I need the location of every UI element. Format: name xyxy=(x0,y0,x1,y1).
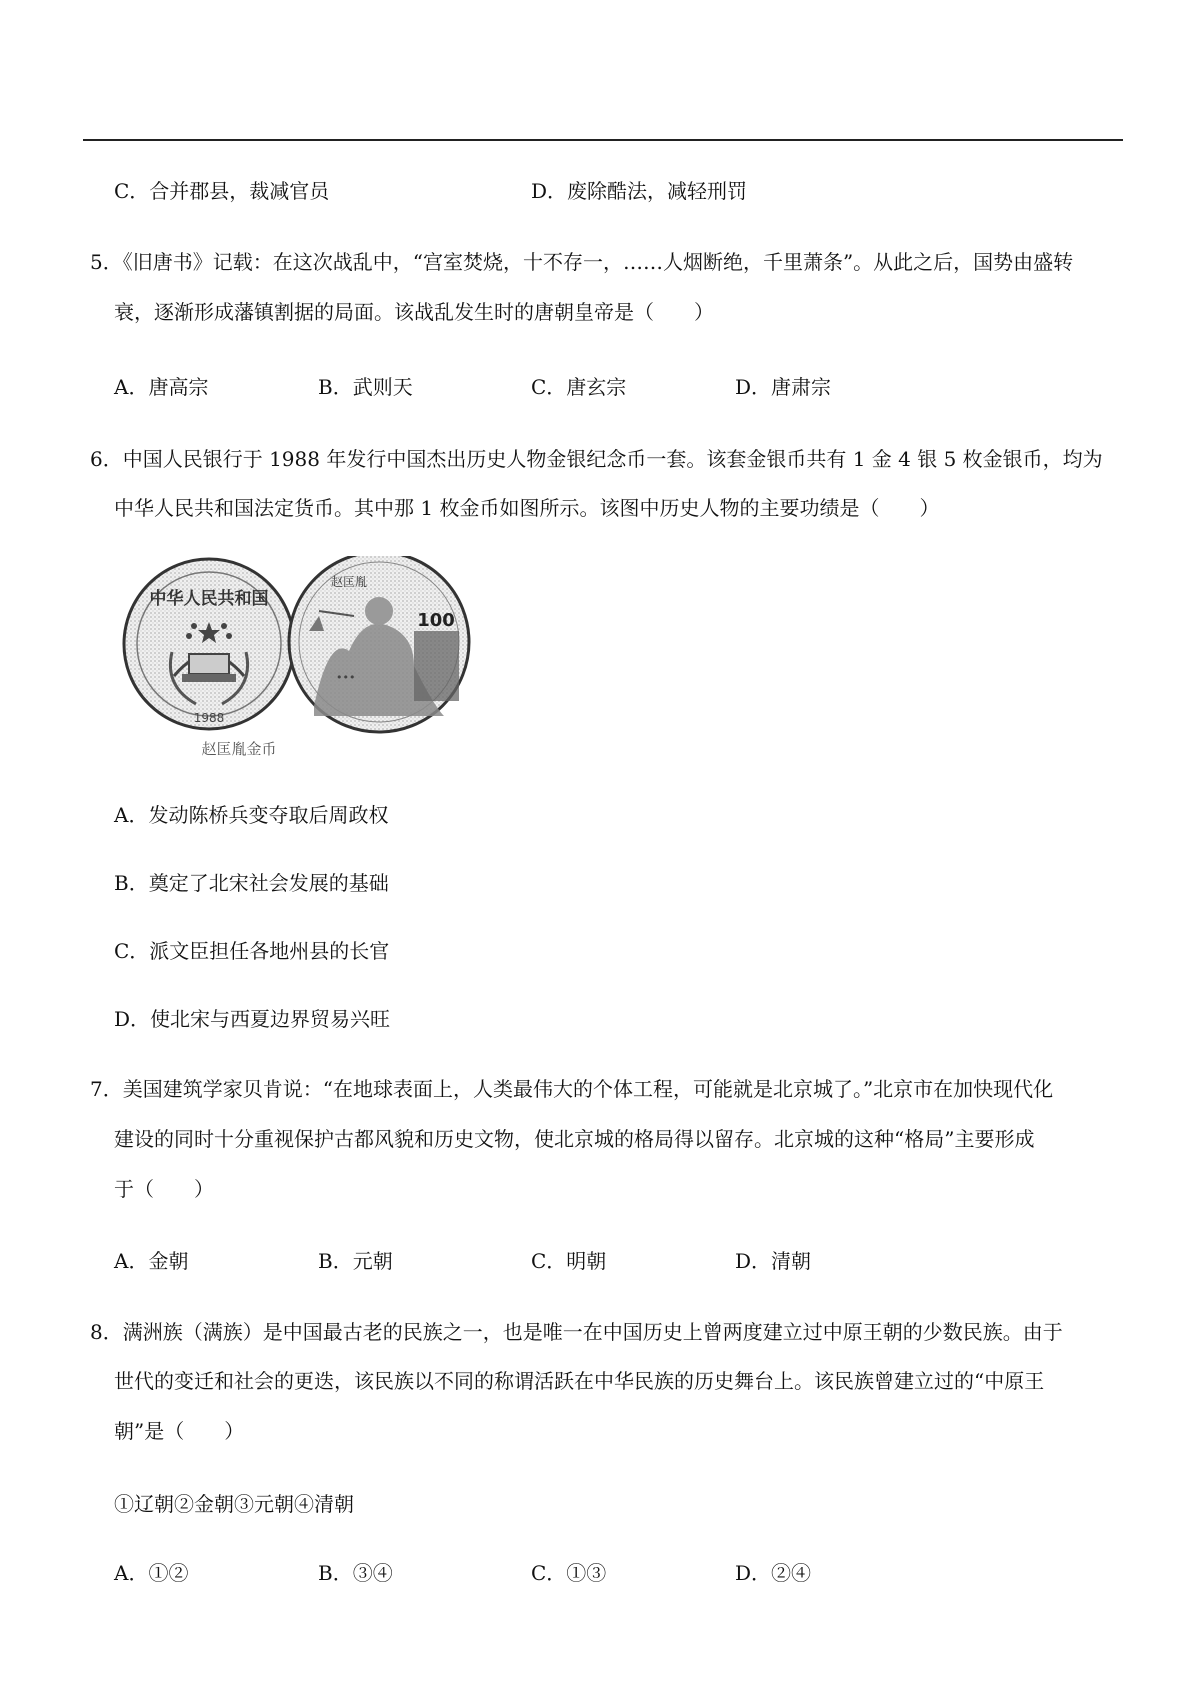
q8-stem-line-2: 世代的变迁和社会的更迭，该民族以不同的称谓活跃在中华民族的历史舞台上。该民族曾建立过的“中原王 xyxy=(114,1369,1045,1393)
q8-items: ①辽朝②金朝③元朝④清朝 xyxy=(114,1492,354,1516)
q5-stem-line-2: 衰，逐渐形成藩镇割据的局面。该战乱发生时的唐朝皇帝是（ ） xyxy=(114,300,714,324)
q7-stem-line-3: 于（ ） xyxy=(114,1177,214,1201)
obverse-year: 1988 xyxy=(193,711,225,725)
q4-option-c[interactable]: C．合并郡县，裁减官员 xyxy=(114,179,330,203)
q6-option-d[interactable]: D．使北宋与西夏边界贸易兴旺 xyxy=(114,1007,391,1031)
q6-option-a[interactable]: A．发动陈桥兵变夺取后周政权 xyxy=(114,803,389,827)
q6-option-c[interactable]: C．派文臣担任各地州县的长官 xyxy=(114,939,390,963)
q5-option-d[interactable]: D．唐肃宗 xyxy=(735,375,832,399)
q5-stem-line-1: 5．《旧唐书》记载：在这次战乱中，“宫室焚烧，十不存一，……人烟断绝，千里萧条”。从此之后，国势由盛转 xyxy=(90,250,1074,274)
q5-option-c[interactable]: C．唐玄宗 xyxy=(531,375,627,399)
q6-stem-line-2: 中华人民共和国法定货币。其中那 1 枚金币如图所示。该图中历史人物的主要功绩是（ ） xyxy=(114,496,940,520)
obverse-legend: 中华人民共和国 xyxy=(149,589,269,609)
q4-option-d[interactable]: D．废除酷法，减轻刑罚 xyxy=(531,179,748,203)
q5-option-b[interactable]: B．武则天 xyxy=(318,375,413,399)
svg-text:•••: ••• xyxy=(336,671,356,684)
q7-option-b[interactable]: B．元朝 xyxy=(318,1249,393,1273)
q7-stem-line-2: 建设的同时十分重视保护古都风貌和历史文物，使北京城的格局得以留存。北京城的这种“格局”主要形成 xyxy=(114,1127,1035,1151)
q7-option-a[interactable]: A．金朝 xyxy=(114,1249,189,1273)
coin-obverse xyxy=(124,559,294,729)
coin-figure xyxy=(114,556,514,766)
q8-option-c[interactable]: C．①③ xyxy=(531,1561,607,1585)
coin-reverse xyxy=(289,556,469,732)
q8-stem-line-3: 朝”是（ ） xyxy=(114,1419,245,1443)
q6-option-b[interactable]: B．奠定了北宋社会发展的基础 xyxy=(114,871,389,895)
reverse-denomination: 100 xyxy=(417,610,455,631)
q8-option-d[interactable]: D．②④ xyxy=(735,1561,812,1585)
q6-stem-line-1: 6．中国人民银行于 1988 年发行中国杰出历史人物金银纪念币一套。该套金银币共有 1 金 4 银 5 枚金银币，均为 xyxy=(90,447,1103,471)
q7-option-c[interactable]: C．明朝 xyxy=(531,1249,607,1273)
q8-option-a[interactable]: A．①② xyxy=(114,1561,189,1585)
q7-stem-line-1: 7．美国建筑学家贝肯说：“在地球表面上，人类最伟大的个体工程，可能就是北京城了。”北京市在加快现代化 xyxy=(90,1077,1054,1101)
q8-stem-line-1: 8．满洲族（满族）是中国最古老的民族之一，也是唯一在中国历史上曾两度建立过中原王朝的少数民族。由于 xyxy=(90,1320,1063,1344)
reverse-legend: 赵匡胤 xyxy=(330,575,368,589)
q5-option-a[interactable]: A．唐高宗 xyxy=(114,375,209,399)
q7-option-d[interactable]: D．清朝 xyxy=(735,1249,812,1273)
figure-caption: 赵匡胤金币 xyxy=(201,740,277,758)
q8-option-b[interactable]: B．③④ xyxy=(318,1561,393,1585)
header-rule xyxy=(83,139,1123,141)
